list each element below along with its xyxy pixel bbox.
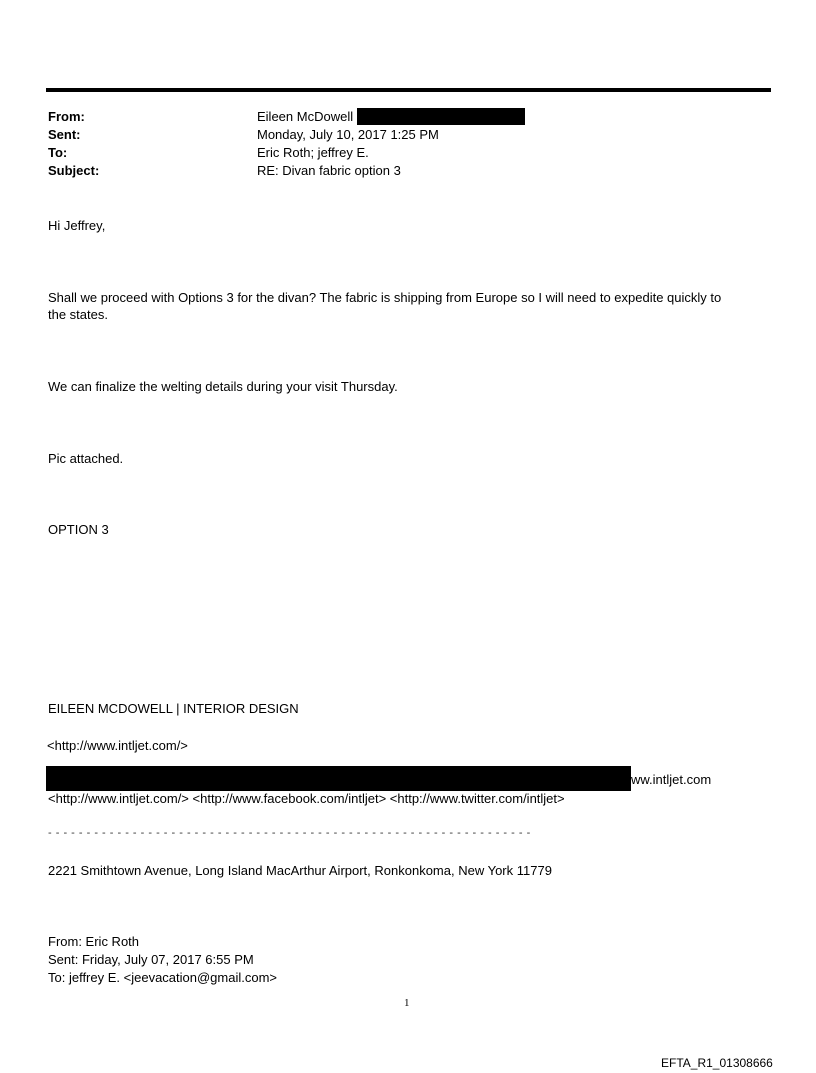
redaction-box-email bbox=[357, 108, 525, 125]
to-label: To: bbox=[48, 145, 68, 160]
sent-value: Monday, July 10, 2017 1:25 PM bbox=[257, 127, 439, 142]
signature-links[interactable]: <http://www.intljet.com/> <http://www.facebook.com/intljet> <http://www.twitter.com/intljet> bbox=[48, 791, 565, 806]
quoted-to: To: jeffrey E. <jeevacation@gmail.com> bbox=[48, 970, 278, 985]
signature-url[interactable]: <http://www.intljet.com/> bbox=[47, 738, 188, 753]
option-label: OPTION 3 bbox=[48, 522, 109, 537]
to-value: Eric Roth; jeffrey E. bbox=[257, 145, 369, 160]
quoted-sent: Sent: Friday, July 07, 2017 6:55 PM bbox=[48, 952, 254, 967]
redaction-box-signature bbox=[46, 766, 631, 791]
subject-value: RE: Divan fabric option 3 bbox=[257, 163, 401, 178]
paragraph-1-line-2: the states. bbox=[48, 307, 108, 322]
document-id: EFTA_R1_01308666 bbox=[661, 1056, 773, 1070]
from-value: Eileen McDowell bbox=[257, 109, 354, 124]
paragraph-1-line-1: Shall we proceed with Options 3 for the divan? The fabric is shipping from Europe so I will need to expedite quickly to bbox=[48, 290, 722, 305]
signature-url-tail: ww.intljet.com bbox=[631, 772, 712, 787]
quoted-from: From: Eric Roth bbox=[48, 934, 140, 949]
signature-divider: - - - - - - - - - - - - - - - - - - - - - - - - - - - - - - - - - - - - - - - - - - - - - - - - - - - - - - - - - - - - - - - bbox=[48, 827, 531, 839]
greeting: Hi Jeffrey, bbox=[48, 218, 106, 233]
page-number: 1 bbox=[404, 997, 410, 1009]
header-rule bbox=[46, 88, 771, 92]
sent-label: Sent: bbox=[48, 127, 81, 142]
paragraph-3: Pic attached. bbox=[48, 451, 124, 466]
signature-address: 2221 Smithtown Avenue, Long Island MacArthur Airport, Ronkonkoma, New York 11779 bbox=[48, 863, 552, 878]
signature-name: EILEEN MCDOWELL | INTERIOR DESIGN bbox=[48, 701, 299, 716]
from-label: From: bbox=[48, 109, 85, 124]
subject-label: Subject: bbox=[48, 163, 100, 178]
paragraph-2: We can finalize the welting details during your visit Thursday. bbox=[48, 379, 398, 394]
